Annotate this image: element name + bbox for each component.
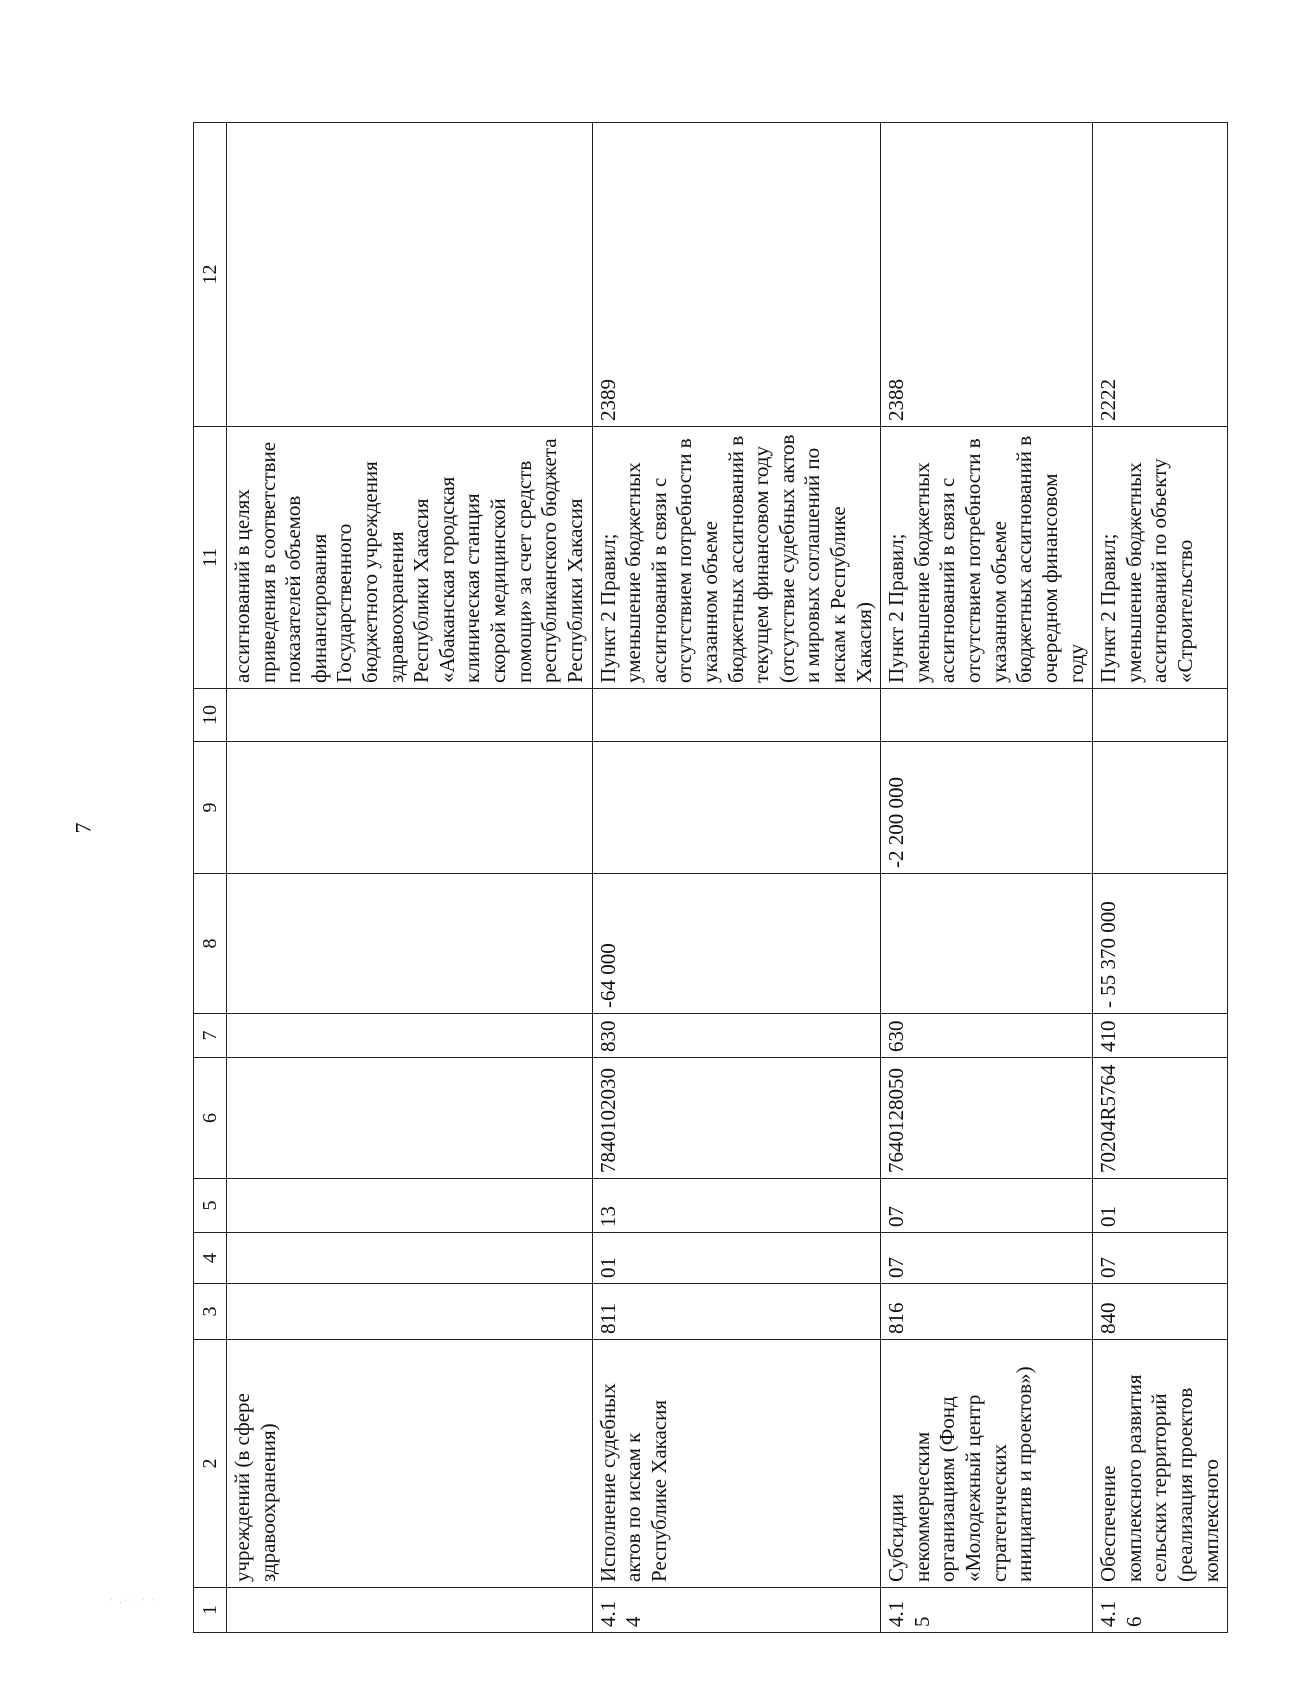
code-cell: 07: [881, 1233, 1093, 1284]
reference-cell: [227, 123, 593, 427]
code-cell: 70204R5764: [1093, 1058, 1228, 1179]
code-cell: [227, 1179, 593, 1233]
header-cell: 9: [194, 742, 227, 874]
row-number-cell: [227, 1588, 593, 1633]
code-cell: 13: [592, 1179, 881, 1233]
header-cell: 6: [194, 1058, 227, 1179]
justification-cell: Пункт 2 Правил; уменьшение бюджетных ассигнований в связи с отсутствием потребности в указанном объеме бюджетных ассигнований в текущем финансовом году (отсутствие судебных актов и мировых соглашений по искам к Республике Хакасия): [592, 427, 881, 689]
code-cell: 630: [881, 1014, 1093, 1058]
header-cell: 3: [194, 1284, 227, 1340]
item-name-cell: учреждений (в сфере здравоохранения): [227, 1340, 593, 1588]
amount-cell: [881, 689, 1093, 742]
code-cell: [227, 1233, 593, 1284]
table-row: [881, 123, 1093, 1633]
header-cell: 4: [194, 1233, 227, 1284]
header-cell: 2: [194, 1340, 227, 1588]
reference-cell: 2222: [1093, 123, 1228, 427]
code-cell: 7640128050: [881, 1058, 1093, 1179]
table-header-row: [194, 123, 227, 1633]
table-row: [592, 123, 881, 1633]
code-cell: 01: [1093, 1179, 1228, 1233]
item-name-cell: Обеспечение комплексного развития сельских территорий (реализация проектов комплексного: [1093, 1340, 1228, 1588]
amount-cell: [592, 742, 881, 874]
table-row: [1093, 123, 1228, 1633]
reference-cell: 2389: [592, 123, 881, 427]
header-cell: 5: [194, 1179, 227, 1233]
code-cell: [227, 1284, 593, 1340]
amount-cell: [1093, 689, 1228, 742]
code-cell: 01: [592, 1233, 881, 1284]
row-number-cell: 4.15: [881, 1588, 1093, 1633]
code-cell: 811: [592, 1284, 881, 1340]
header-cell: 12: [194, 123, 227, 427]
item-name-cell: Субсидии некоммерческим организациям (Фонд «Молодежный центр стратегических инициатив и проектов»): [881, 1340, 1093, 1588]
header-cell: 8: [194, 874, 227, 1014]
code-cell: 840: [1093, 1284, 1228, 1340]
header-cell: 1: [194, 1588, 227, 1633]
budget-changes-table: [193, 122, 1228, 1633]
justification-cell: Пункт 2 Правил; уменьшение бюджетных ассигнований по объекту «Строительство: [1093, 427, 1228, 689]
scan-artifact: · .· · · ·: [110, 1595, 157, 1605]
justification-cell: Пункт 2 Правил; уменьшение бюджетных ассигнований в связи с отсутствием потребности в указанном объеме бюджетных ассигнований в очередном финансовом году: [881, 427, 1093, 689]
code-cell: 410: [1093, 1014, 1228, 1058]
amount-cell: - 55 370 000: [1093, 874, 1228, 1014]
amount-cell: -2 200 000: [881, 742, 1093, 874]
amount-cell: [881, 874, 1093, 1014]
header-cell: 7: [194, 1014, 227, 1058]
item-name-cell: Исполнение судебных актов по искам к Республике Хакасия: [592, 1340, 881, 1588]
justification-cell: ассигнований в целях приведения в соответствие показателей объемов финансирования Государственного бюджетного учреждения здравоохранения Республики Хакасия «Абаканская городская клиническая станция скорой медицинской помощи» за счет средств республиканского бюджета Республики Хакасия: [227, 427, 593, 689]
header-cell: 11: [194, 427, 227, 689]
reference-cell: 2388: [881, 123, 1093, 427]
amount-cell: -64 000: [592, 874, 881, 1014]
row-number-cell: 4.14: [592, 1588, 881, 1633]
amount-cell: [592, 689, 881, 742]
code-cell: 07: [1093, 1233, 1228, 1284]
code-cell: 816: [881, 1284, 1093, 1340]
amount-cell: [227, 689, 593, 742]
code-cell: 7840102030: [592, 1058, 881, 1179]
code-cell: [227, 1058, 593, 1179]
row-number-cell: 4.16: [1093, 1588, 1228, 1633]
amount-cell: [227, 874, 593, 1014]
header-cell: 10: [194, 689, 227, 742]
table-row: [227, 123, 593, 1633]
rotated-table-container: [193, 123, 1311, 1633]
page-number: 7: [70, 822, 96, 834]
amount-cell: [1093, 742, 1228, 874]
code-cell: 830: [592, 1014, 881, 1058]
code-cell: 07: [881, 1179, 1093, 1233]
code-cell: [227, 1014, 593, 1058]
amount-cell: [227, 742, 593, 874]
